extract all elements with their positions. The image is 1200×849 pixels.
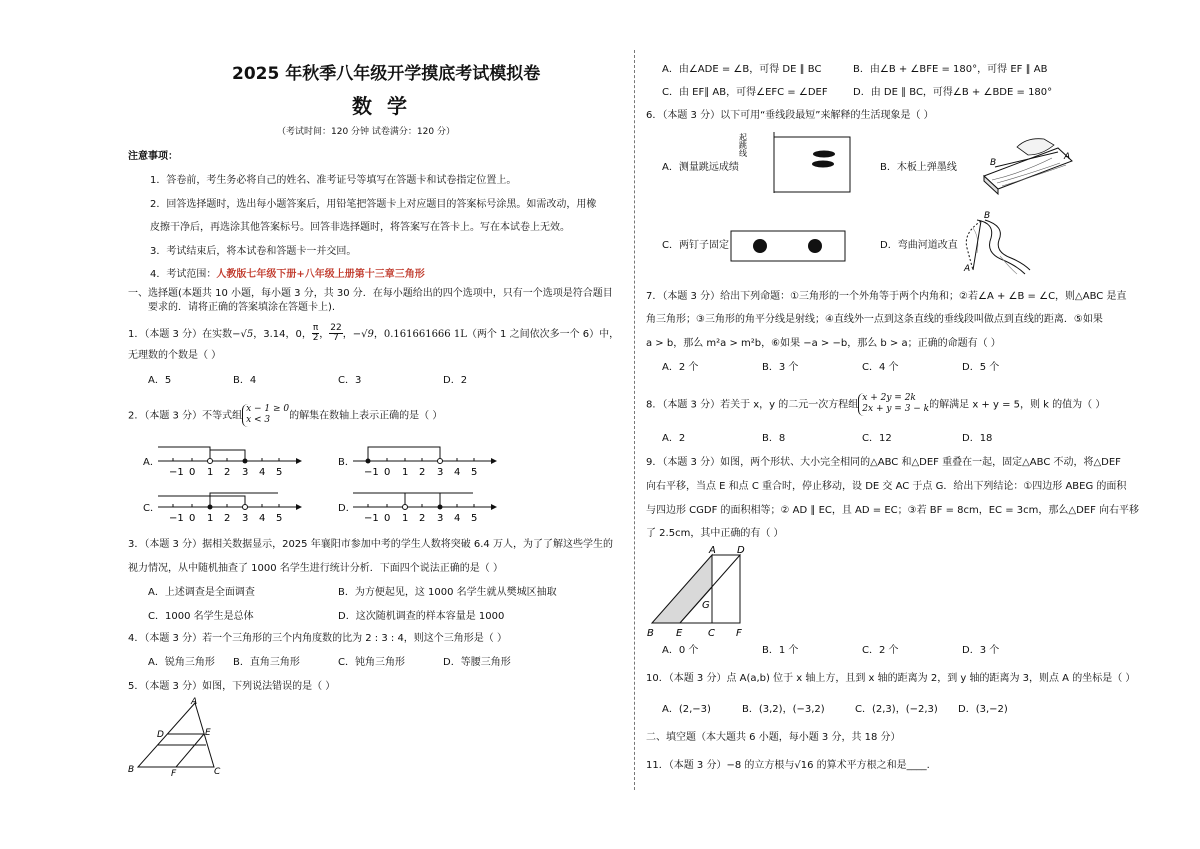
q3-option-b[interactable]: B．为方便起见，这 1000 名学生就从樊城区抽取 [338,587,557,598]
q1-option-a[interactable]: A．5 [148,375,172,386]
q2-a-tick-label: 5 [276,467,283,478]
q1-sep3: ， [342,328,353,340]
q6-option-b[interactable]: B．木板上弹墨线 [880,162,957,173]
q4-option-c[interactable]: C．钝角三角形 [338,657,405,668]
q9-line1: 9．（本题 3 分）如图，两个形状、大小完全相同的△ABC 和△DEF 重叠在一起，固定△ABC 不动，将△DEF [646,457,1121,468]
q5-point-label: D [157,730,164,740]
q9-point-label: A [709,545,716,556]
nail-icon [753,239,767,253]
q2-c-tick-label: 4 [259,513,266,524]
q2-a-tick-label: 4 [259,467,266,478]
section1-line1: 一、选择题(本题共 10 小题，每小题 3 分，共 30 分．在每小题给出的四个选项中，只有一个选项是符合题目 [128,288,613,299]
q9-line4: 了 2.5cm，其中正确的有（ ） [646,528,784,539]
q1-stem [128,324,619,344]
q2-b-tick-label: 5 [471,467,478,478]
footprint-icon [812,151,835,168]
q2-option-a-label[interactable]: A． [143,457,160,468]
q9-point-label: F [736,628,742,639]
q2-d-tick-label: 5 [471,513,478,524]
q1-decimal: 0.161661666 1L [383,328,467,340]
q2-d-tick-label: 1 [402,513,409,524]
q5-option-d[interactable]: D．由 DE ∥ BC，可得∠B + ∠BDE = 180° [853,87,1053,98]
q6-stem: 6．（本题 3 分）以下可用“垂线段最短”来解释的生活现象是（ ） [646,110,934,121]
q1-sep2: ， [319,328,330,340]
q1-neg-sqrt9: −√9 [352,328,374,340]
q2-b-tick-label: −1 [364,467,379,478]
q8-stem-b: 的解满足 x + y = 5，则 k 的值为（ ） [929,399,1106,411]
q6-b-point-label: A [1064,152,1071,162]
q6-b-point-label: B [990,158,997,168]
q2-c-tick-label: 5 [276,513,283,524]
q2-b-tick-label: 2 [419,467,426,478]
q2-a-tick-label: 1 [207,467,214,478]
q1-pi-num: π [312,323,319,333]
q4-option-d[interactable]: D．等腰三角形 [443,657,511,668]
q9-option-c[interactable]: C．2 个 [862,645,899,656]
q6-d-point-label: A [964,264,971,274]
q1-stem-b: （两个 1 之间依次多一个 6）中， [466,328,620,340]
q10-option-d[interactable]: D．(3,−2) [958,704,1008,715]
q2-option-b-label[interactable]: B． [338,457,355,468]
exam-title: 2025 年秋季八年级开学摸底考试模拟卷 [232,64,541,84]
notes-heading: 注意事项： [128,151,178,162]
q3-option-d[interactable]: D．这次随机调查的样本容量是 1000 [338,611,505,622]
q11-stem: 11．（本题 3 分）−8 的立方根与√16 的算术平方根之和是____. [646,760,930,771]
q2-number-line-c [158,486,303,526]
q2-d-tick-label: 4 [454,513,461,524]
q4-stem: 4．（本题 3 分）若一个三角形的三个内角度数的比为 2 : 3 : 4，则这个三角形是（ ） [128,633,507,644]
exam-info: （考试时间：120 分钟 试卷满分：120 分） [277,127,455,137]
q2-a-tick-label: 2 [224,467,231,478]
q6-figure-a [738,130,853,195]
q9-point-label: G [702,600,710,611]
q2-b-tick-label: 3 [437,467,444,478]
q9-point-label: C [708,628,715,639]
q2-d-tick-label: 3 [437,513,444,524]
q2-c-tick-label: 2 [224,513,231,524]
q9-line3: 与四边形 CGDF 的面积相等；② AD ∥ EC，且 AD = EC；③若 BF = 8cm，EC = 3cm，那么△DEF 向右平移 [646,505,1140,516]
note-3: 3．考试结束后，将本试卷和答题卡一并交回。 [150,246,357,257]
q9-option-a[interactable]: A．0 个 [662,645,699,656]
q9-point-label: D [737,545,745,556]
q2-b-tick-label: 1 [402,467,409,478]
subject-title: 数 学 [352,94,411,118]
q1-option-c[interactable]: C．3 [338,375,362,386]
q6-option-c[interactable]: C．两钉子固定 [662,240,729,251]
column-divider [634,50,635,790]
q5-option-b[interactable]: B．由∠B + ∠BFE = 180°，可得 EF ∥ AB [853,64,1048,75]
q9-figure [646,543,756,638]
q6-option-d[interactable]: D．弯曲河道改直 [880,240,958,251]
q2-c-tick-label: −1 [169,513,184,524]
q3-option-a[interactable]: A．上述调查是全面调查 [148,587,255,598]
q8-option-d[interactable]: D．18 [962,433,993,444]
section1-line2: 要求的．请将正确的答案填涂在答题卡上). [148,302,336,313]
q5-stem: 5．（本题 3 分）如图，下列说法错误的是（ ） [128,681,336,692]
q2-stem-a: 2．（本题 3 分）不等式组 [128,410,243,422]
q5-option-c[interactable]: C．由 EF∥ AB，可得∠EFC = ∠DEF [662,87,828,98]
q2-number-line-a [158,440,303,480]
q7-line2: 角三角形；③三角形的角平分线是射线；④直线外一点到这条直线的垂线段叫做点到直线的距离．⑤如果 [646,314,1103,325]
q2-ineq1: x − 1 ≥ 0 [246,404,290,414]
note-4-scope: 人教版七年级下册+八年级上册第十三章三角形 [216,269,425,280]
q2-stem-b: 的解集在数轴上表示正确的是（ ） [289,410,443,422]
q4-option-b[interactable]: B．直角三角形 [233,657,300,668]
q10-stem: 10．（本题 3 分）点 A(a,b) 位于 x 轴上方，且到 x 轴的距离为 2，到 y 轴的距离为 3，则点 A 的坐标是（ ） [646,673,1136,684]
q8-stem [646,393,1105,416]
q1-frac-den: 7 [333,333,339,344]
q7-option-d[interactable]: D．5 个 [962,362,1000,373]
note-4 [150,269,425,281]
q1-frac [329,324,342,344]
q5-figure [128,696,228,778]
q5-point-label: F [171,769,177,779]
q8-eq2: 2x + y = 3 − k [862,404,930,415]
q2-b-tick-label: 0 [384,467,391,478]
q2-stem [128,404,442,427]
q9-option-b[interactable]: B．1 个 [762,645,799,656]
q2-c-tick-label: 3 [242,513,249,524]
q2-d-tick-label: −1 [364,513,379,524]
q9-line2: 向右平移，当点 E 和点 C 重合时，停止移动，设 DE 交 AC 于点 G．给出下列结论：①四边形 ABEG 的面积 [646,481,1127,492]
q2-c-tick-label: 1 [207,513,214,524]
q2-number-line-b [353,440,498,480]
q9-point-label: E [676,628,683,639]
q7-line1: 7．（本题 3 分）给出下列命题：①三角形的一个外角等于两个内角和；②若∠A + ∠B = ∠C，则△ABC 是直 [646,291,1127,302]
q8-option-a[interactable]: A．2 [662,433,686,444]
q8-option-b[interactable]: B．8 [762,433,786,444]
q2-system [242,404,289,427]
q1-stem-c: 无理数的个数是（ ） [128,350,222,361]
q6-jump-line-label: 起跳线 [738,133,748,157]
q5-point-label: A [191,697,198,707]
q9-point-label: B [647,628,654,639]
note-2b: 皮擦干净后，再选涂其他答案标号。回答非选择题时，将答案写在答卡上。写在本试卷上无效。 [150,222,570,233]
q6-figure-d [955,208,1035,283]
q5-point-label: C [214,767,221,777]
section2-heading: 二、填空题（本大题共 6 小题，每小题 3 分，共 18 分） [646,732,901,743]
q10-option-c[interactable]: C．(2,3)，(−2,3) [855,704,938,715]
q1-sep4: ， [373,328,384,340]
q10-option-a[interactable]: A．(2,−3) [662,704,711,715]
q7-option-c[interactable]: C．4 个 [862,362,899,373]
note-1: 1．答卷前，考生务必将自己的姓名、准考证号等填写在答题卡和试卷指定位置上。 [150,175,517,186]
q4-option-a[interactable]: A．锐角三角形 [148,657,215,668]
q1-stem-a: 1．（本题 3 分）在实数 [128,328,233,340]
note-2a: 2．回答选择题时，选出每小题答案后，用铅笔把答题卡上对应题目的答案标号涂黑。如需改动，用橡 [150,199,597,210]
q5-point-label: E [205,728,211,738]
q2-option-c-label[interactable]: C． [143,503,160,514]
q8-eq1: x + 2y = 2k [862,393,916,403]
q2-d-tick-label: 0 [384,513,391,524]
q3-line2: 视力情况，从中随机抽查了 1000 名学生进行统计分析．下面四个说法正确的是（ ） [128,563,503,574]
q1-option-b[interactable]: B．4 [233,375,257,386]
q2-c-tick-label: 0 [189,513,196,524]
q8-stem-a: 8．（本题 3 分）若关于 x，y 的二元一次方程组 [646,399,859,411]
q1-neg-sqrt5: −√5 [232,328,254,340]
q6-option-a[interactable]: A．测量跳远成绩 [662,162,739,173]
q2-number-line-d [353,486,498,526]
q2-a-tick-label: 3 [242,467,249,478]
q10-option-b[interactable]: B．(3,2)，(−3,2) [742,704,825,715]
q1-pi-den: 2 [312,333,319,344]
q7-line3: a > b，那么 m²a > m²b，⑥如果 −a > −b，那么 b > a；正确的命题有（ ） [646,338,1001,349]
q1-frac-num: 22 [330,323,342,333]
q2-ineq2: x < 3 [246,415,271,426]
q5-option-a[interactable]: A．由∠ADE = ∠B，可得 DE ∥ BC [662,64,822,75]
q7-option-b[interactable]: B．3 个 [762,362,799,373]
q2-b-tick-label: 4 [454,467,461,478]
q5-point-label: B [128,765,135,775]
q8-option-c[interactable]: C．12 [862,433,892,444]
q3-line1: 3．（本题 3 分）据相关数据显示，2025 年襄阳市参加中考的学生人数将突破 6.4 万人，为了了解这些学生的 [128,539,613,550]
q7-option-a[interactable]: A．2 个 [662,362,699,373]
note-4-prefix: 4．考试范围： [150,269,217,280]
q2-a-tick-label: −1 [169,467,184,478]
q6-figure-c [729,229,849,264]
q2-option-d-label[interactable]: D． [338,503,356,514]
q8-system [858,393,929,416]
q1-option-d[interactable]: D．2 [443,375,468,386]
q2-a-tick-label: 0 [189,467,196,478]
q2-d-tick-label: 2 [419,513,426,524]
q9-option-d[interactable]: D．3 个 [962,645,1000,656]
q1-sep1: ，3.14，0， [253,328,312,340]
nail-icon [808,239,822,253]
q3-option-c[interactable]: C．1000 名学生是总体 [148,611,254,622]
q6-d-point-label: B [984,211,991,221]
q6-figure-b [962,133,1082,195]
